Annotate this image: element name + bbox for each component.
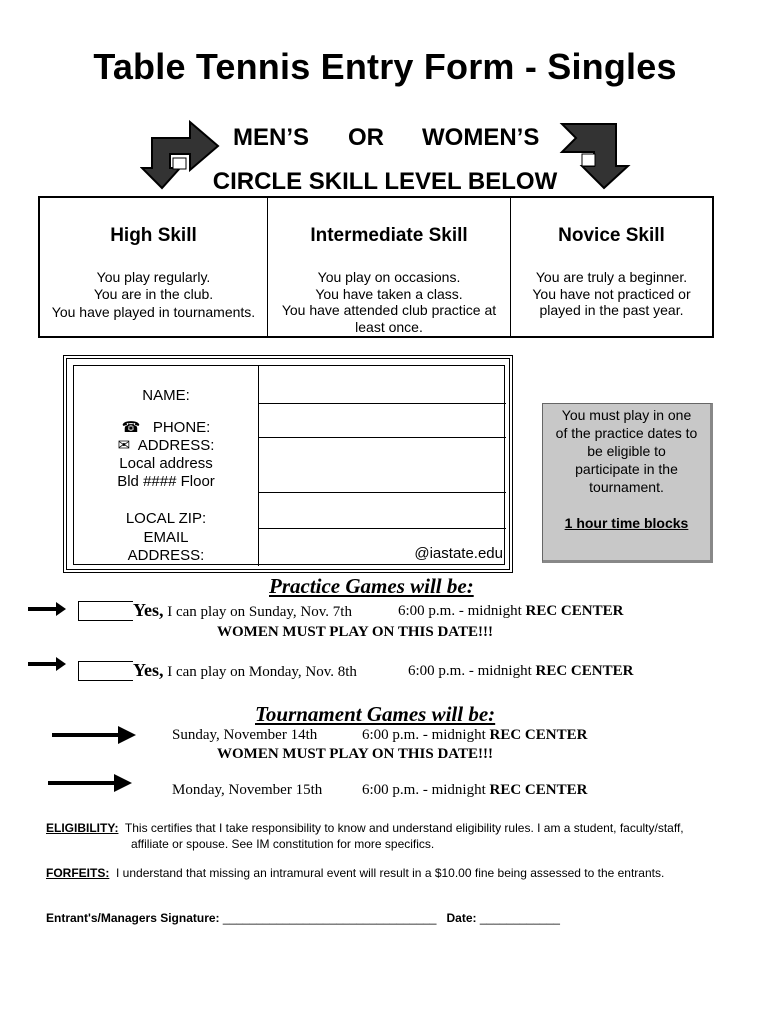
phone-label-row: [74, 419, 258, 437]
skill-line: played in the past year.: [539, 302, 684, 318]
note-emphasis: 1 hour time blocks: [564, 515, 689, 531]
tournament-date-2: Monday, November 15th: [172, 782, 323, 798]
note-line: participate in the: [575, 461, 678, 477]
eligibility-label: ELIGIBILITY:: [46, 821, 119, 835]
arrow-right-icon: [48, 772, 134, 794]
skill-level-table: [38, 196, 714, 338]
email-label: EMAIL: [143, 529, 189, 546]
skill-line: You are truly a beginner.: [535, 269, 688, 285]
address-label: ADDRESS:: [137, 437, 215, 454]
local-address-label: Local address: [119, 455, 213, 472]
practice-sunday-checkbox[interactable]: [78, 601, 133, 621]
note-line: You must play in one: [561, 407, 692, 423]
skill-line: You play regularly.: [96, 269, 211, 285]
women-note-tournament: WOMEN MUST PLAY ON THIS DATE!!!: [217, 746, 494, 762]
practice-place: REC CENTER: [535, 663, 634, 679]
signature-field[interactable]: ________________________________: [222, 911, 437, 925]
or-text: OR: [348, 124, 384, 151]
skill-high[interactable]: [40, 198, 268, 336]
tournament-time-2: [362, 782, 587, 799]
skill-line: You play on occasions.: [317, 269, 461, 285]
note-line: tournament.: [589, 479, 664, 495]
date-field[interactable]: ____________: [479, 911, 560, 925]
practice-date: I can play on Monday, Nov. 8th: [167, 664, 357, 680]
practice-row-1: [78, 600, 352, 621]
phone-field[interactable]: [259, 404, 505, 436]
skill-heading: Intermediate Skill: [310, 225, 468, 246]
skill-heading: Novice Skill: [558, 225, 665, 246]
phone-label: PHONE:: [152, 419, 211, 436]
date-label: Date:: [446, 911, 477, 925]
forfeits-statement: [46, 865, 664, 881]
practice-time-2: [408, 663, 633, 680]
email-field[interactable]: [259, 529, 505, 565]
skill-line: You have not practiced or: [532, 285, 691, 302]
yes-text: Yes,: [133, 600, 164, 620]
local-zip-field[interactable]: [259, 493, 505, 527]
skill-line: You are in the club.: [93, 285, 214, 302]
name-field[interactable]: [259, 367, 505, 402]
address-label-row: [74, 437, 258, 455]
email-domain: @iastate.edu: [414, 545, 503, 562]
arrow-right-icon: [52, 724, 138, 746]
womens-option[interactable]: WOMEN’S: [422, 124, 540, 151]
practice-time: 6:00 p.m. - midnight: [398, 603, 522, 619]
contact-info-box: [63, 355, 513, 573]
signature-row: [46, 910, 560, 926]
eligibility-text: This certifies that I take responsibility to know and understand eligibility rules. I am a student, faculty/staff,: [124, 821, 684, 835]
forfeits-text: I understand that missing an intramural event will result in a $10.00 fine being assessed to the entrants.: [116, 866, 665, 880]
note-line: be eligible to: [587, 443, 666, 459]
envelope-icon: ✉: [117, 437, 131, 454]
skill-line: You have taken a class.: [315, 285, 463, 302]
name-label: NAME:: [142, 387, 190, 404]
arrow-right-icon: [28, 657, 68, 671]
tournament-date-1: Sunday, November 14th: [172, 727, 318, 743]
skill-novice[interactable]: [511, 198, 712, 336]
practice-monday-checkbox[interactable]: [78, 661, 133, 681]
tournament-time-1: [362, 727, 587, 744]
practice-date: I can play on Sunday, Nov. 7th: [167, 604, 352, 620]
skill-line: least once.: [355, 318, 423, 335]
local-zip-label: LOCAL ZIP:: [125, 510, 207, 527]
tournament-games-title: Tournament Games will be:: [255, 702, 496, 726]
arrow-right-icon: [28, 602, 68, 616]
address-field[interactable]: [259, 438, 505, 491]
email-label-2: ADDRESS:: [127, 547, 205, 564]
tournament-place: REC CENTER: [489, 782, 588, 798]
tournament-time: 6:00 p.m. - midnight: [362, 782, 486, 798]
eligibility-statement: [46, 820, 684, 836]
page-title: Table Tennis Entry Form - Singles: [93, 46, 677, 87]
circle-skill-instruction: CIRCLE SKILL LEVEL BELOW: [212, 168, 558, 195]
phone-icon: ☎: [121, 419, 141, 436]
skill-line: You have played in tournaments.: [51, 304, 256, 320]
skill-intermediate[interactable]: [268, 198, 511, 336]
practice-note-box: [542, 403, 713, 563]
skill-line: You have attended club practice at: [281, 302, 497, 318]
practice-row-2: [78, 660, 357, 681]
tournament-time: 6:00 p.m. - midnight: [362, 727, 486, 743]
signature-label: Entrant's/Managers Signature:: [46, 911, 220, 925]
note-line: of the practice dates to: [555, 425, 698, 441]
tournament-place: REC CENTER: [489, 727, 588, 743]
practice-time-1: [398, 603, 623, 620]
women-note-practice: WOMEN MUST PLAY ON THIS DATE!!!: [217, 624, 494, 640]
practice-place: REC CENTER: [525, 603, 624, 619]
practice-time: 6:00 p.m. - midnight: [408, 663, 532, 679]
eligibility-text-2: affiliate or spouse. See IM constitution for more specifics.: [131, 837, 435, 851]
forfeits-label: FORFEITS:: [46, 866, 110, 880]
mens-option[interactable]: MEN’S: [233, 124, 310, 151]
yes-text: Yes,: [133, 660, 164, 680]
practice-games-title: Practice Games will be:: [269, 574, 474, 598]
skill-heading: High Skill: [110, 225, 197, 246]
bld-floor-label: Bld #### Floor: [117, 473, 215, 490]
